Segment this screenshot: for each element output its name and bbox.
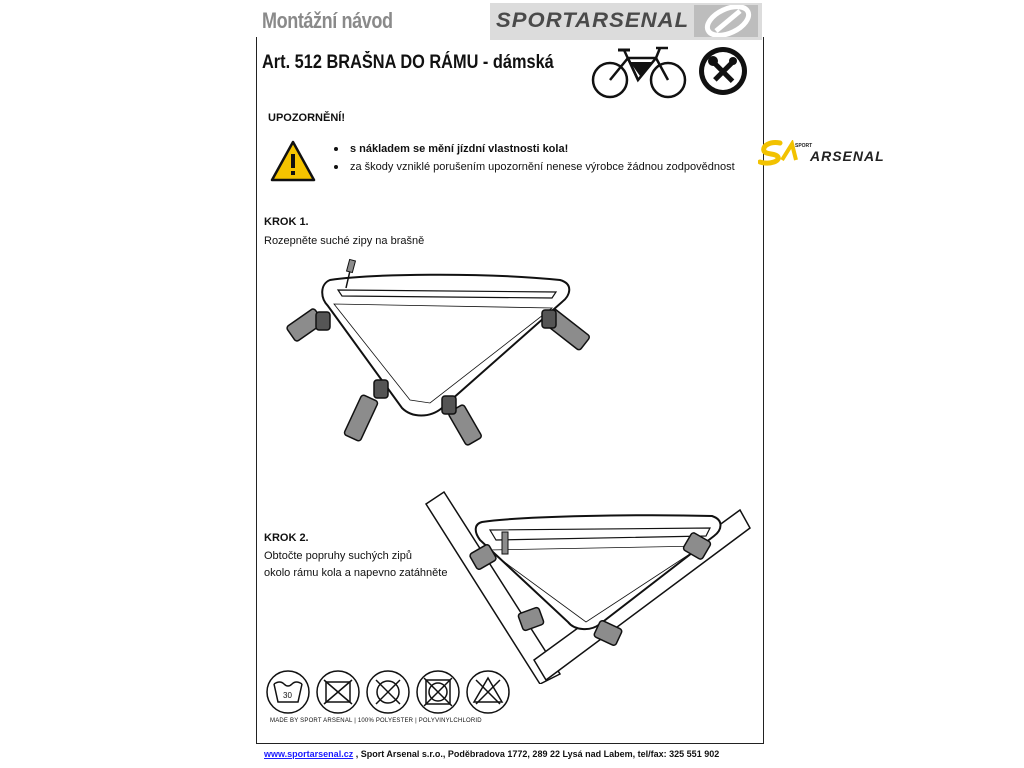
step-1-illustration	[280, 258, 620, 448]
care-symbols	[266, 668, 526, 718]
tools-icon	[697, 45, 749, 97]
warning-icon	[270, 140, 316, 182]
warning-list	[330, 140, 735, 176]
no-bleach-icon	[467, 671, 509, 713]
step-1-text: Rozepněte suché zipy na brašně	[264, 235, 425, 247]
material-note: MADE BY SPORT ARSENAL | 100% POLYESTER | POLYVINYLCHLORID	[270, 718, 482, 724]
step-2-heading: KROK 2.	[264, 532, 309, 544]
brand-name: SPORTARSENAL	[496, 9, 690, 32]
warning-heading: UPOZORNĚNÍ!	[268, 112, 345, 124]
bicycle-icon	[590, 42, 688, 100]
footer	[264, 749, 719, 759]
no-tumble-dry-icon	[417, 671, 459, 713]
no-ironing-icon	[317, 671, 359, 713]
step-2-illustration	[422, 484, 762, 684]
step-2-text-line: okolo rámu kola a napevno zatáhněte	[264, 567, 448, 579]
warning-item: za škody vzniklé porušením upozornění nenese výrobce žádnou zodpovědnost	[330, 158, 735, 176]
wash-30-icon	[267, 671, 309, 713]
footer-address: , Sport Arsenal s.r.o., Poděbradova 1772, 289 22 Lysá nad Labem, tel/fax: 325 551 902	[353, 749, 720, 759]
product-title: Art. 512 BRAŠNA DO RÁMU - dámská	[262, 52, 554, 73]
side-logo-small-text: SPORT	[795, 143, 813, 149]
document-title: Montážní návod	[262, 8, 393, 33]
step-2-text-line: Obtočte popruhy suchých zipů	[264, 550, 412, 562]
website-link[interactable]: www.sportarsenal.cz	[264, 749, 354, 759]
step-1-heading: KROK 1.	[264, 216, 309, 228]
brand-logo-icon	[694, 5, 758, 37]
svg-text:30: 30	[283, 691, 292, 700]
warning-item: s nákladem se mění jízdní vlastnosti kola!	[330, 140, 735, 158]
side-logo-text: ARSENAL	[810, 148, 885, 164]
sport-arsenal-logo-icon	[758, 140, 798, 168]
no-dry-clean-icon	[367, 671, 409, 713]
